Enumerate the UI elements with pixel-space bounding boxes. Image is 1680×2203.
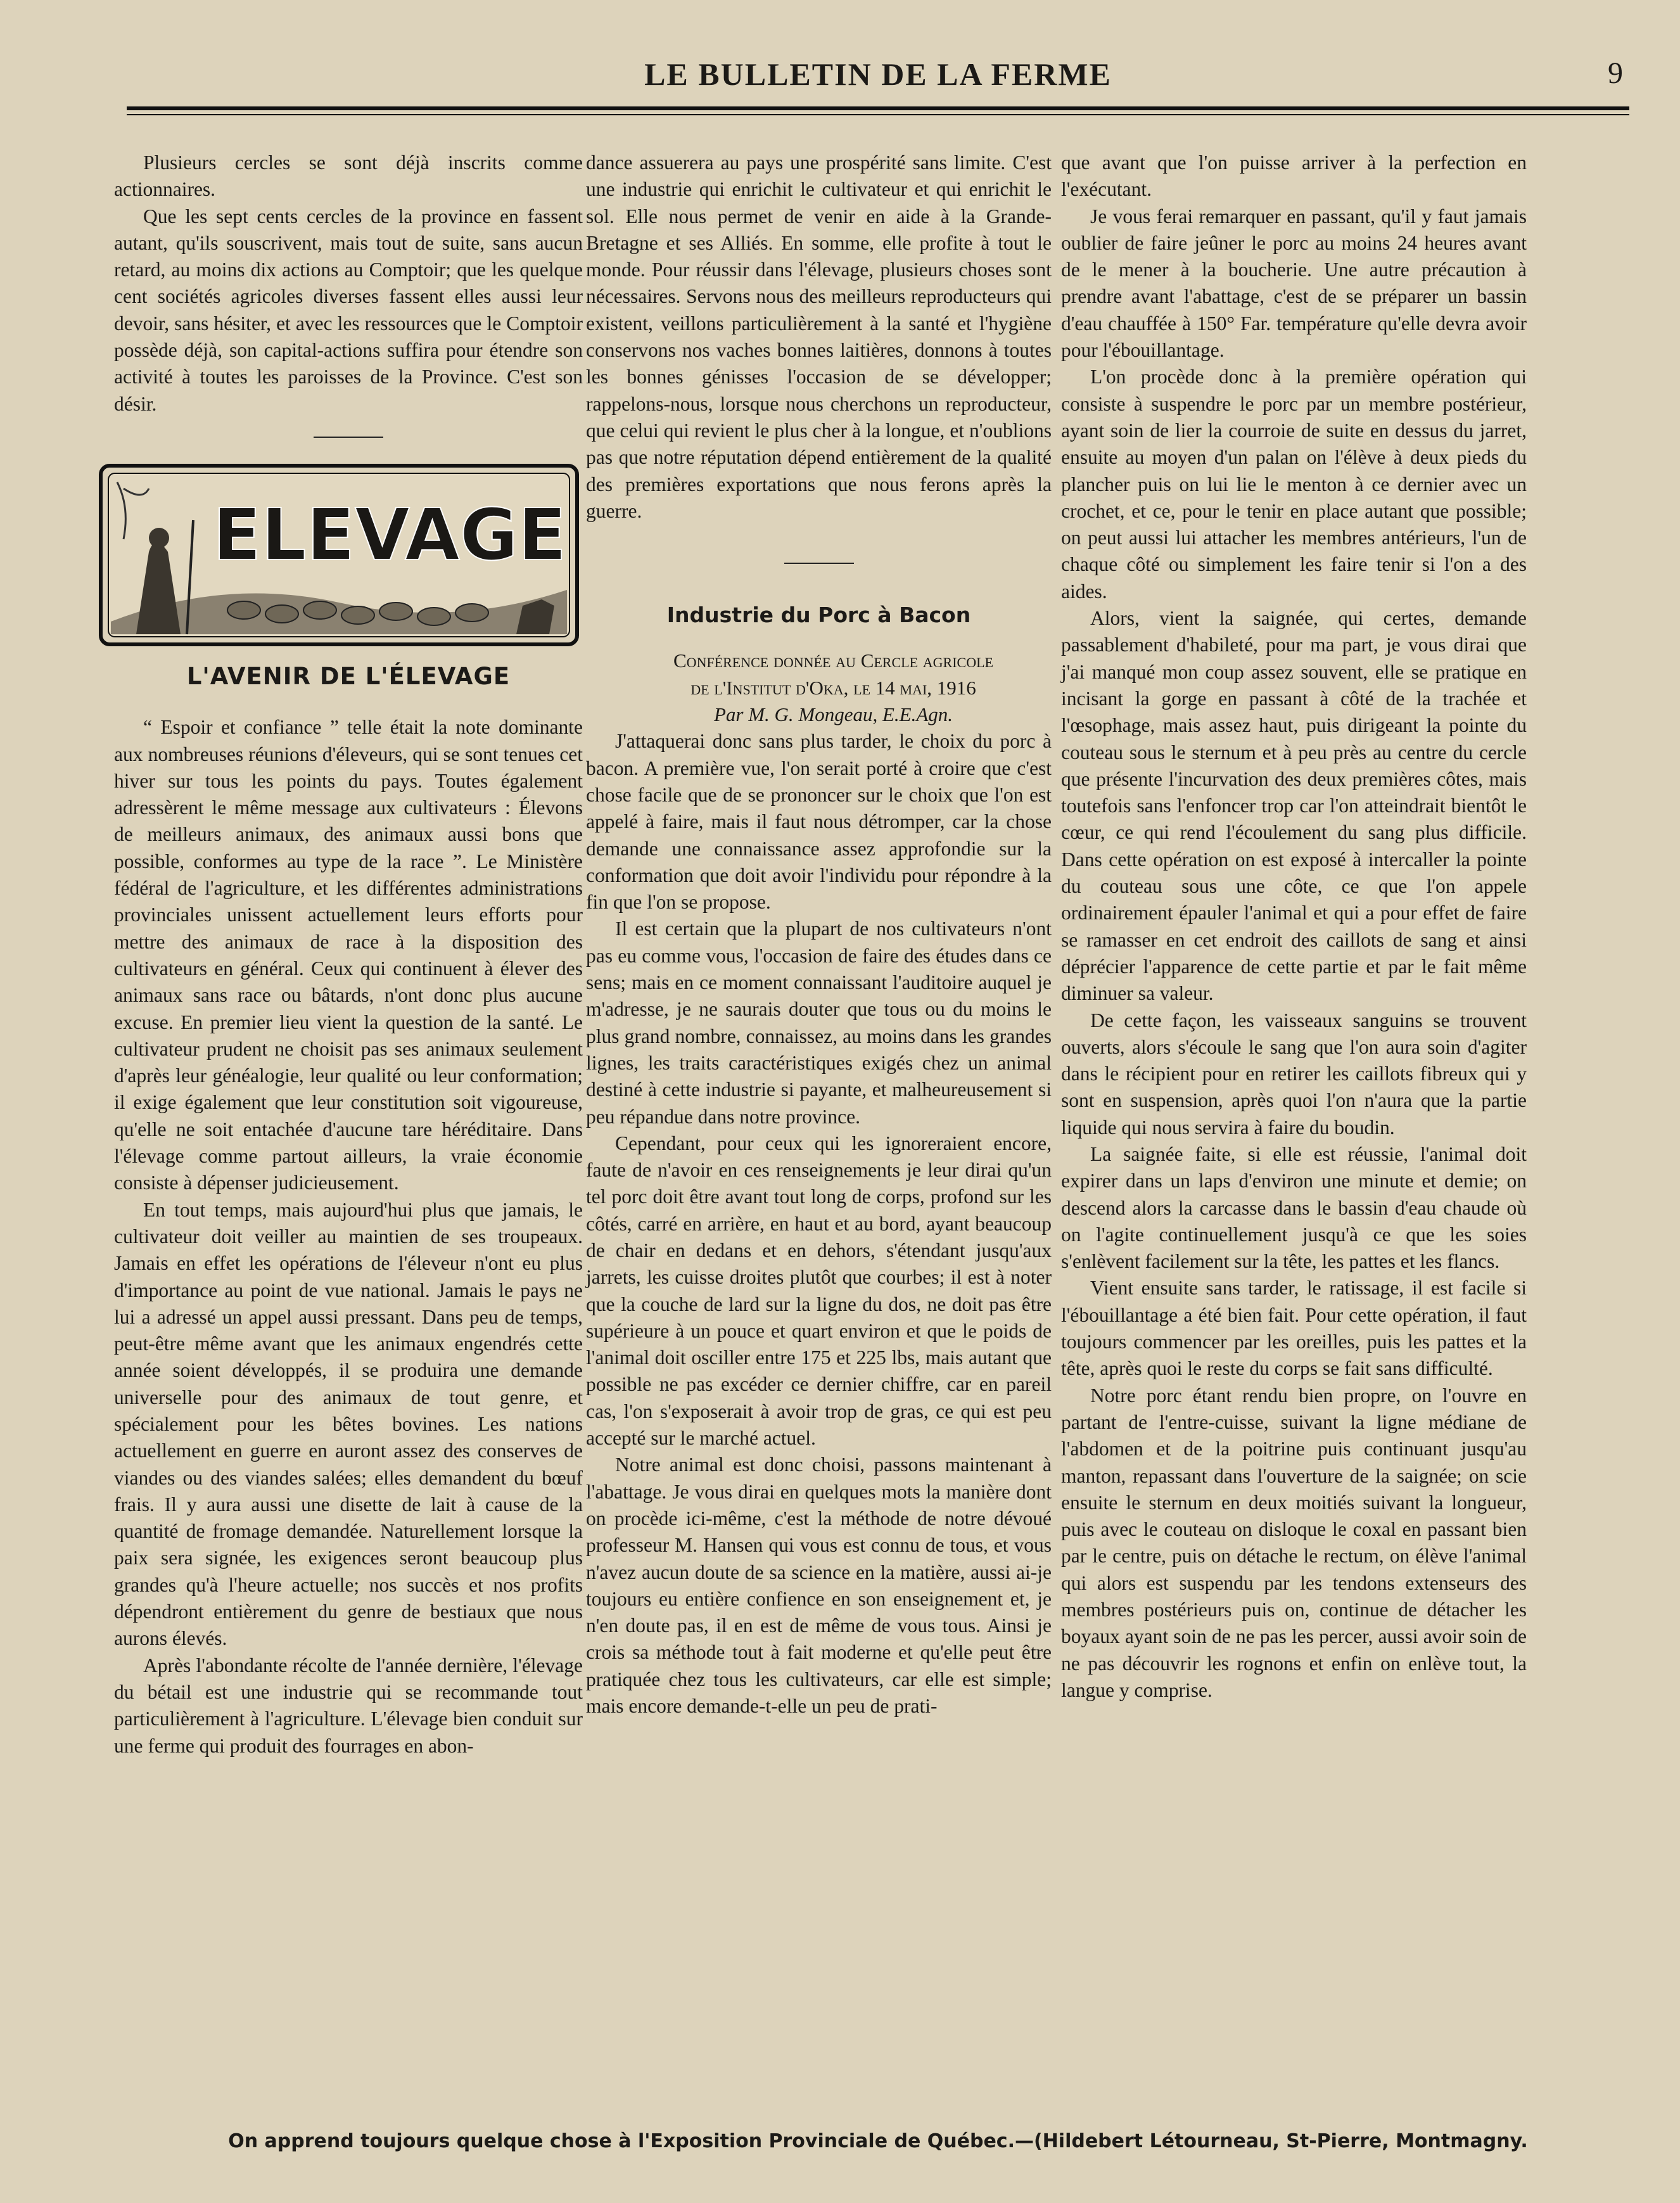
footer-notice: On apprend toujours quelque chose à l'Exposition Provinciale de Québec.—(Hildebert Létourneau, St-Pierre, Montmagny. xyxy=(228,2130,1528,2152)
publication-title: LE BULLETIN DE LA FERME xyxy=(644,56,1112,92)
page-header xyxy=(127,44,1629,101)
article-subtitle-line2: de l'Institut d'Oka, le 14 mai, 1916 xyxy=(690,676,976,699)
article-byline: Par M. G. Mongeau, E.E.Agn. xyxy=(713,703,953,726)
paragraph: Plusieurs cercles se sont déjà inscrits comme actionnaires. xyxy=(114,151,583,201)
paragraph: “ Espoir et confiance ” telle était la note dominante aux nombreuses réunions d'éleveurs, qui se sont tenues cet hiver sur tous les points du pays. Toutes également adressèrent le même message aux cultivateurs : Élevons de meilleurs animaux, des animaux aussi bons que possible, conformes au type de la race ”. Le Ministère fédéral de l'agriculture, et les différentes administrations provinciales unissent actuellement leurs efforts pour mettre des animaux de race à la disposition des cultivateurs en général. Ceux qui continuent à élever des animaux sans race ou bâtards, n'ont donc plus aucune excuse. En premier lieu vient la question de la santé. Le cultivateur prudent ne choisit pas ses animaux seulement d'après leur généalogie, leur qualité ou leur conformation; il exige également que leur constitution soit vigoureuse, qu'elle ne soit entachée d'aucune tare héréditaire. Dans l'élevage comme partout ailleurs, la vraie économie consiste à dépenser judicieusement. xyxy=(114,716,583,1194)
paragraph: que avant que l'on puisse arriver à la perfection en l'exécutant. xyxy=(1061,151,1527,201)
paragraph: Que les sept cents cercles de la province en fassent autant, qu'ils souscrivent, mais tout de suite, sans aucun retard, au moins dix actions au Comptoir; que les quelque cent sociétés agricoles diverses fassent elles aussi leur devoir, sans hésiter, et avec les ressources que le Comptoir possède déjà, son capital-actions suffira pour étendre son activité à toutes les paroisses de la Province. C'est son désir. xyxy=(114,205,583,415)
header-rule-thick xyxy=(127,106,1629,110)
paragraph: Vient ensuite sans tarder, le ratissage, il est facile si l'ébouillantage a été bien fait. Pour cette opération, il faut toujours commencer par les oreilles, puis les pattes et la tête, après quoi le reste du corps se fait sans difficulté. xyxy=(1061,1277,1527,1380)
column-1 xyxy=(114,150,583,1759)
paragraph: Après l'abondante récolte de l'année dernière, l'élevage du bétail est une industrie qui se recommande tout particulièrement à l'agriculture. L'élevage bien conduit sur une ferme qui produit des fourrages en abon- xyxy=(114,1654,583,1757)
paragraph: J'attaquerai donc sans plus tarder, le choix du porc à bacon. A première vue, l'on serait porté à croire que c'est chose facile que de se prononcer sur le choix que l'on est appelé à faire, mais il faut nous détromper, car la chose demande une connaissance assez approfondie sur la conformation que doit avoir l'individu pour répondre à la fin que l'on se propose. xyxy=(586,730,1052,914)
paragraph: En tout temps, mais aujourd'hui plus que jamais, le cultivateur doit veiller au maintien de ses troupeaux. Jamais en effet les opérations de l'éleveur n'ont eu plus d'importance au point de vue national. Jamais le pays ne lui a adressé un appel aussi pressant. Dans peu de temps, peut-être même avant que les animaux engendrés cette année soient développés, il se produira une demande universelle pour des animaux de tout genre, et spécialement pour les bêtes bovines. Les nations actuellement en guerre en auront assez des conserves de viandes ou des viandes salées; elles demandent du bœuf frais. Il y aura aussi une disette de lait à cause de la quantité de fromage demandée. Naturellement lorsque la paix sera signée, les exigences seront beaucoup plus grandes qu'à l'heure actuelle; nos succès et nos profits dépendront entièrement du genre de bestiaux que nous aurons élevés. xyxy=(114,1198,583,1650)
header-rule-thin xyxy=(127,114,1629,115)
section-divider xyxy=(784,563,854,564)
paragraph: dance assuerera au pays une prospérité sans limite. C'est une industrie qui enrichit le cultivateur et qui enrichit le sol. Elle nous permet de venir en aide à la Grande-Bretagne et ses Alliés. En somme, elle profite à tout le monde. Pour réussir dans l'élevage, plusieurs choses sont nécessaires. Servons nous des meilleurs reproducteurs qui existent, veillons particulièrement à la santé et l'hygiène conservons nos vaches bonnes laitières, donnons à toutes les bonnes génisses l'occasion de se développer; rappelons-nous, lorsque nous cherchons un reproducteur, que celui qui revient le plus cher à la longue, et n'oublions pas que notre réputation dépend entièrement de la qualité des premières exportations que nous ferons après la guerre. xyxy=(586,151,1052,522)
paragraph: Alors, vient la saignée, qui certes, demande passablement d'habileté, pour ma part, je vous dirai que j'ai manqué mon coup assez souvent, elle se pratique en incisant la gorge en passant à côté de la trachée et l'œsophage, mais assez haut, puis dirigeant la pointe du couteau sous le sternum et à peu près au centre du cercle que présente l'incurvation des deux premières côtes, mais toutefois sans l'enfoncer trop car l'on atteindrait bientôt le cœur, ce qui rend l'écoulement du sang plus difficile. Dans cette opération on est exposé à intercaller la pointe du couteau sous une côte, ce que l'on appele ordinairement épauler l'animal et qui a pour effet de faire se ramasser en cet endroit des caillots de sang et ainsi déprécier l'apparence de cette partie et par le fait même diminuer sa valeur. xyxy=(1061,607,1527,1005)
paragraph: La saignée faite, si elle est réussie, l'animal doit expirer dans un laps d'environ une minute et demie; on descend alors la carcasse dans le bassin d'eau chaude où on l'agite continuellement jusqu'à ce que les soies s'enlèvent facilement sur la tête, les pattes et les flancs. xyxy=(1061,1142,1527,1273)
paragraph: De cette façon, les vaisseaux sanguins se trouvent ouverts, alors s'écoule le sang que l'on aura soin d'agiter dans le récipient pour en retirer les caillots fibreux qui y sont en suspension, après quoi l'on n'aura que la partie liquide qui nous servira à faire du boudin. xyxy=(1061,1009,1527,1139)
column-2 xyxy=(586,150,1052,1720)
logo-text: ELEVAGE xyxy=(212,494,567,577)
article-subtitle-line1: Conférence donnée au Cercle agricole xyxy=(673,649,993,672)
paragraph: Notre porc étant rendu bien propre, on l'ouvre en partant de l'entre-cuisse, suivant la ligne médiane de l'abdomen et de la poitrine puis continuant jusqu'au manton, repassant dans l'ouverture de la saignée; on scie ensuite le sternum en deux moitiés suivant la longueur, puis avec le couteau on disloque le coxal en passant bien par le centre, puis on détache le rectum, on élève l'animal qui alors est suspendu par les tendons extenseurs des membres postérieurs puis on, continue de détacher les boyaux ayant soin de ne pas les percer, aussi avoir soin de ne pas découvrir les rognons et enfin on enlève tout, la langue y comprise. xyxy=(1061,1384,1527,1701)
paragraph: Notre animal est donc choisi, passons maintenant à l'abattage. Je vous dirai en quelques mots la manière dont on procède ici-même, c'est la méthode de notre dévoué professeur M. Hansen qui vous est connu de tous, et vous n'avez aucun doute de sa science en la matière, aussi ai-je toujours eu entière confience en son enseignement et, je n'en doute pas, il en est de même de vous tous. Ainsi je crois sa méthode tout à fait moderne et qu'elle peut être pratiquée chez tous les cultivateurs, car elle est simple; mais encore demande-t-elle un peu de prati- xyxy=(586,1453,1052,1718)
paragraph: Cependant, pour ceux qui les ignoreraient encore, faute de n'avoir en ces renseignements je leur dirai qu'un tel porc doit être avant tout long de corps, profond sur les côtés, carré en arrière, en haut et au bord, ayant beaucoup de chair en dedans et en dehors, s'étendant jusqu'aux jarrets, les cuisse droites plutôt que courbes; il est à noter que la couche de lard sur la ligne du dos, ne doit pas être supérieure à un pouce et quart environ et que le poids de l'animal doit osciller entre 175 et 225 lbs, mais autant que possible ne pas excéder ce dernier chiffre, car en pareil cas, l'on s'exposerait à avoir trop de gras, ce qui est peu accepté sur le marché actuel. xyxy=(586,1132,1052,1450)
elevage-illustration xyxy=(98,463,580,647)
paragraph: L'on procède donc à la première opération qui consiste à suspendre le porc par un membre postérieur, ayant soin de lier la courroie de suite en dessus du jarret, ensuite au moyen d'un palan on l'élève à deux pieds du plancher puis on lui lie le menton à ce dernier avec un crochet, et ce, pour le tenir en place autant que possible; on peut aussi lui attacher les membres antérieurs, l'un de chaque côté ou simplement les faire tenir si l'on a des aides. xyxy=(1061,366,1527,603)
article-title: Industrie du Porc à Bacon xyxy=(666,603,971,628)
elevage-logo xyxy=(98,463,580,647)
paragraph: Je vous ferai remarquer en passant, qu'il y faut jamais oublier de faire jeûner le porc au moins 24 heures avant de le mener à la boucherie. Une autre précaution à prendre avant l'abattage, c'est de se préparer un bassin d'eau chauffée à 150° Far. température qu'elle devra avoir pour l'ébouillantage. xyxy=(1061,205,1527,362)
section-title: L'AVENIR DE L'ÉLEVAGE xyxy=(186,662,511,690)
section-divider xyxy=(314,437,383,438)
column-3 xyxy=(1061,150,1527,1704)
page-number: 9 xyxy=(1608,56,1623,90)
paragraph: Il est certain que la plupart de nos cultivateurs n'ont pas eu comme vous, l'occasion de faire des études dans ce sens; mais en ce moment connaissant l'auditoire auquel je m'adresse, je ne saurais douter que tous ou du moins le plus grand nombre, connaissez, au moins dans les grandes lignes, les traits caractéristiques exigés chez un animal destiné à cette industrie si payante, et malheureusement si peu répandue dans notre province. xyxy=(586,917,1052,1128)
